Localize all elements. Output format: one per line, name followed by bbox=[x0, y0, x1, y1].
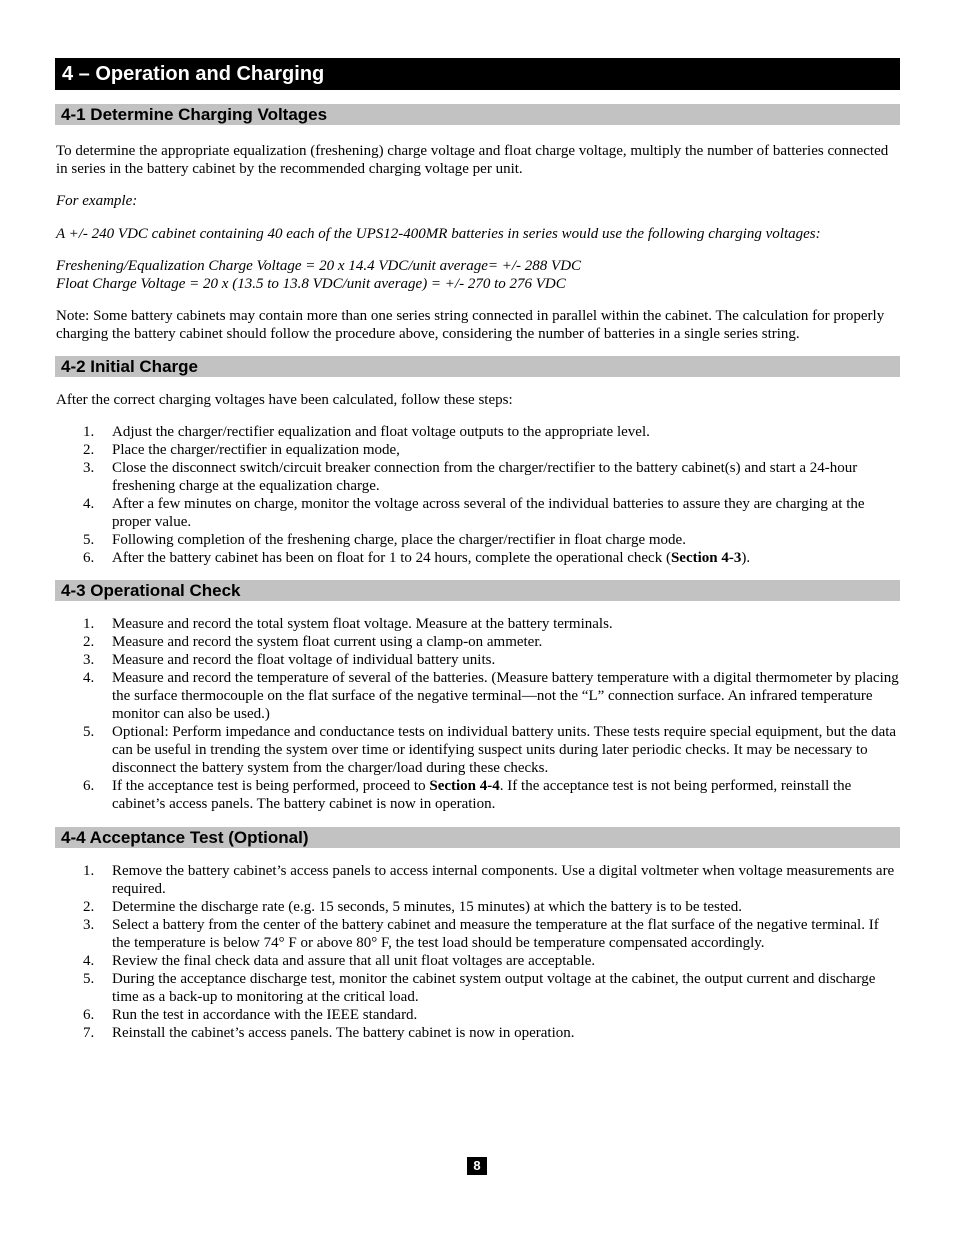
list-item: 4. Measure and record the temperature of several of the batteries. (Measure battery temperature with a digital thermometer by placing the surface thermocouple on the flat surface of the negative terminal—not the “L” connection surface. An infrared temperature monitor can also be used.) bbox=[83, 670, 899, 722]
formula-equalization: Freshening/Equalization Charge Voltage = 20 x 14.4 VDC/unit average= +/- 288 VDC bbox=[56, 258, 582, 274]
acceptance-test-steps bbox=[55, 862, 900, 1042]
list-item: 4. Review the final check data and assure that all unit float voltages are acceptable. bbox=[83, 953, 596, 969]
list-item: 2. Place the charger/rectifier in equalization mode, bbox=[83, 442, 400, 458]
list-item: 3. Close the disconnect switch/circuit breaker connection from the charger/rectifier to the battery cabinet(s) and start a 24-hour freshening charge at the equalization charge. bbox=[83, 460, 858, 494]
list-item: 5. Optional: Perform impedance and conductance tests on individual battery units. These tests require special equipment, but the data can be useful in trending the system over time or identifying suspect units during later periodic checks. It may be necessary to disconnect the battery system from the charger/load during these checks. bbox=[83, 724, 897, 776]
list-item: 4. After a few minutes on charge, monitor the voltage across several of the individual batteries to assure they are charging at the proper value. bbox=[83, 496, 865, 530]
section-4-1-intro: To determine the appropriate equalization (freshening) charge voltage and float charge voltage, multiply the number of batteries connected in series in the battery cabinet by the recommended charging voltage per unit. bbox=[56, 143, 889, 177]
list-item: 1. Remove the battery cabinet’s access panels to access internal components. Use a digital voltmeter when voltage measurements are required. bbox=[83, 863, 895, 897]
list-item: 5. Following completion of the freshening charge, place the charger/rectifier in float charge mode. bbox=[83, 532, 686, 548]
list-item: 1. Measure and record the total system float voltage. Measure at the battery terminals. bbox=[83, 616, 613, 632]
page-content bbox=[55, 58, 900, 1042]
formula-float: Float Charge Voltage = 20 x (13.5 to 13.8 VDC/unit average) = +/- 270 to 276 VDC bbox=[56, 276, 566, 292]
section-4-2-intro: After the correct charging voltages have been calculated, follow these steps: bbox=[56, 392, 513, 408]
page-number: 8 bbox=[467, 1157, 487, 1175]
list-item: 2. Measure and record the system float current using a clamp-on ammeter. bbox=[83, 634, 543, 650]
example-label: For example: bbox=[56, 193, 138, 209]
operational-check-steps bbox=[55, 615, 900, 813]
section-heading-4-3: 4-3 Operational Check bbox=[55, 580, 900, 601]
section-reference: Section 4-4 bbox=[429, 778, 500, 794]
example-text: A +/- 240 VDC cabinet containing 40 each of the UPS12-400MR batteries in series would use the following charging voltages: bbox=[56, 226, 821, 242]
page-title: 4 – Operation and Charging bbox=[55, 58, 900, 90]
list-item: 7. Reinstall the cabinet’s access panels. The battery cabinet is now in operation. bbox=[83, 1025, 575, 1041]
initial-charge-steps bbox=[55, 423, 900, 567]
list-item: 6. Run the test in accordance with the IEEE standard. bbox=[83, 1007, 418, 1023]
list-item: 6. If the acceptance test is being performed, proceed to Section 4-4. If the acceptance test is not being performed, reinstall the cabinet’s access panels. The battery cabinet is now in operation. bbox=[83, 778, 852, 812]
list-item: 2. Determine the discharge rate (e.g. 15 seconds, 5 minutes, 15 minutes) at which the battery is to be tested. bbox=[83, 899, 742, 915]
list-item: 1. Adjust the charger/rectifier equalization and float voltage outputs to the appropriate level. bbox=[83, 424, 650, 440]
list-item: 3. Measure and record the float voltage of individual battery units. bbox=[83, 652, 496, 668]
list-item: 5. During the acceptance discharge test, monitor the cabinet system output voltage at the cabinet, the output current and discharge time as a back-up to monitoring at the critical load. bbox=[83, 971, 876, 1005]
list-item: 3. Select a battery from the center of the battery cabinet and measure the temperature at the flat surface of the negative terminal. If the temperature is below 74° F or above 80° F, the test load should be temperature compensated accordingly. bbox=[83, 917, 879, 951]
section-4-1-note: Note: Some battery cabinets may contain more than one series string connected in parallel within the cabinet. The calculation for properly charging the battery cabinet should follow the procedure above, considering the number of batteries in a single series string. bbox=[56, 308, 885, 342]
section-heading-4-1: 4-1 Determine Charging Voltages bbox=[55, 104, 900, 125]
section-heading-4-2: 4-2 Initial Charge bbox=[55, 356, 900, 377]
list-item: 6. After the battery cabinet has been on float for 1 to 24 hours, complete the operational check (Section 4-3). bbox=[83, 550, 751, 566]
section-reference: Section 4-3 bbox=[670, 550, 742, 566]
section-heading-4-4: 4-4 Acceptance Test (Optional) bbox=[55, 827, 900, 848]
